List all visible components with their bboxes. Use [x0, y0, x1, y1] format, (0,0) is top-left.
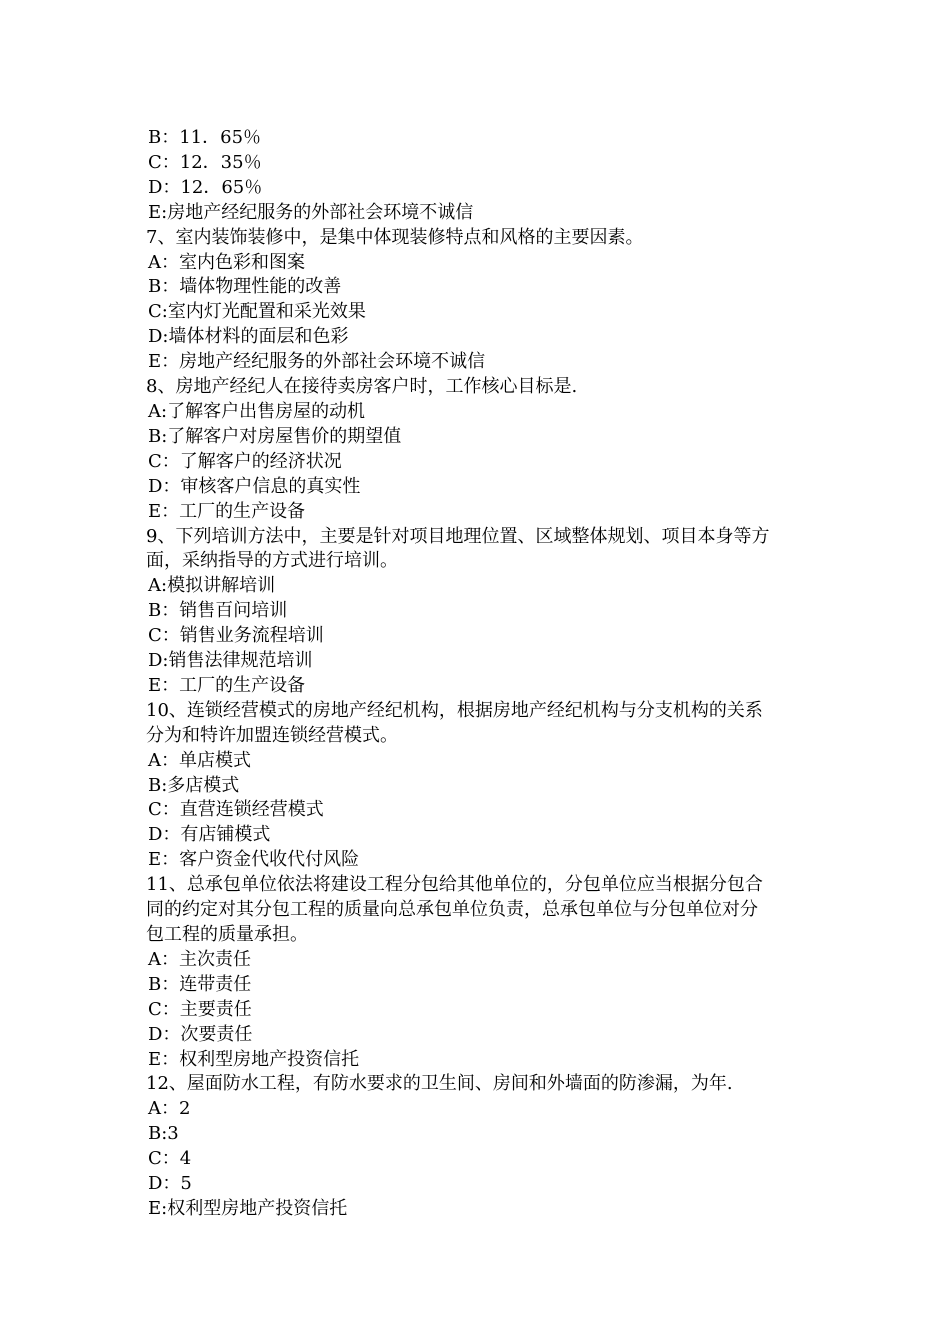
option-line: E:权利型房地产投资信托 — [148, 1197, 348, 1219]
option-line: D:销售法律规范培训 — [148, 650, 313, 672]
option-line: A：室内色彩和图案 — [148, 251, 305, 273]
question-line: 包工程的质量承担。 — [146, 924, 308, 945]
option-line: A：2 — [148, 1098, 191, 1120]
option-line: C：了解客户的经济状况 — [148, 450, 342, 472]
option-line: E：工厂的生产设备 — [148, 500, 306, 522]
question-line: 9、下列培训方法中，主要是针对项目地理位置、区域整体规划、项目本身等方 — [146, 525, 770, 547]
option-line: C：主要责任 — [148, 998, 252, 1020]
option-line: B：连带责任 — [148, 973, 252, 995]
question-line: 11、总承包单位依法将建设工程分包给其他单位的，分包单位应当根据分包合 — [146, 874, 763, 896]
question-line: 面，采纳指导的方式进行培训。 — [146, 550, 398, 572]
option-line: B:3 — [148, 1123, 179, 1145]
question-line: 12、屋面防水工程，有防水要求的卫生间、房间和外墙面的防渗漏，为年. — [146, 1073, 733, 1095]
option-line: A：单店模式 — [148, 749, 251, 771]
option-line: C：4 — [148, 1148, 192, 1170]
document-page — [146, 126, 814, 1222]
option-line: E：房地产经纪服务的外部社会环境不诚信 — [148, 351, 486, 373]
option-line: D：次要责任 — [148, 1023, 253, 1045]
option-line: A：主次责任 — [148, 948, 251, 970]
question-line: 7、室内装饰装修中，是集中体现装修特点和风格的主要因素。 — [146, 226, 644, 248]
option-line: B:了解客户对房屋售价的期望值 — [148, 425, 402, 447]
option-line: B：墙体物理性能的改善 — [148, 276, 342, 298]
question-line: 10、连锁经营模式的房地产经纪机构，根据房地产经纪机构与分支机构的关系 — [146, 699, 763, 721]
option-line: E：客户资金代收代付风险 — [148, 849, 360, 871]
question-line: 同的约定对其分包工程的质量向总承包单位负责，总承包单位与分包单位对分 — [146, 899, 758, 921]
option-line: A:了解客户出售房屋的动机 — [148, 400, 366, 422]
option-line: B：11．65％ — [148, 127, 262, 148]
option-line: C：销售业务流程培训 — [148, 625, 324, 647]
question-line: 8、房地产经纪人在接待卖房客户时，工作核心目标是. — [146, 376, 578, 398]
option-line: A:模拟讲解培训 — [148, 575, 276, 597]
question-line: 分为和特许加盟连锁经营模式。 — [146, 724, 398, 746]
option-line: B：销售百问培训 — [148, 600, 288, 622]
option-line: D：12．65％ — [148, 176, 263, 198]
option-line: D：5 — [148, 1173, 192, 1195]
option-line: D:墙体材料的面层和色彩 — [148, 326, 349, 348]
option-line: D：有店铺模式 — [148, 824, 271, 846]
option-line: E：权利型房地产投资信托 — [148, 1048, 360, 1070]
option-line: D：审核客户信息的真实性 — [148, 475, 361, 497]
option-line: B:多店模式 — [148, 774, 240, 796]
option-line: C：直营连锁经营模式 — [148, 799, 324, 821]
option-line: C：12．35％ — [148, 151, 262, 173]
option-line: E：工厂的生产设备 — [148, 674, 306, 696]
option-line: C:室内灯光配置和采光效果 — [148, 301, 366, 323]
option-line: E:房地产经纪服务的外部社会环境不诚信 — [148, 201, 474, 223]
